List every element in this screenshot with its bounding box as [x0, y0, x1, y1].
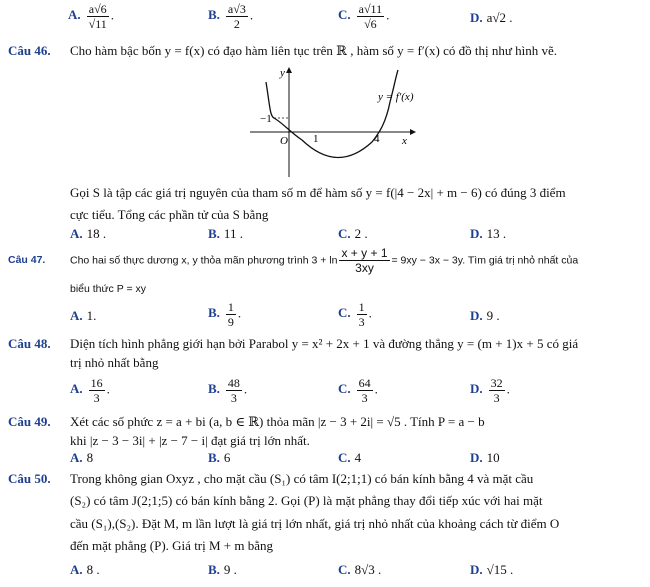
- q49-option-c: C. 4: [338, 450, 362, 465]
- q48-option-a: A. $\frac{16}{3}$ .: [70, 376, 110, 405]
- tick-1-label: 1: [313, 133, 319, 145]
- q49-line2: khi |z − 3 − 3i| + |z − 7 − i| đạt giá trị lớn nhất.: [70, 433, 310, 448]
- q50-option-d: D. √15 .: [470, 562, 514, 577]
- q47-line2: biểu thức P = xy: [70, 283, 147, 295]
- q46-line2: cực tiểu. Tổng các phần tử của S bằng: [70, 207, 269, 222]
- q50-line2: (S₂) có tâm J(2;1;5) có bán kính bằng 2. Gọi (P) là mặt phẳng thay đổi tiếp xúc với hai mặt: [70, 493, 543, 508]
- q47-option-b: B. $\frac{1}{9}$ .: [208, 300, 242, 329]
- q46-option-a: A. 18 .: [70, 226, 107, 241]
- tick-4-label: 4: [374, 133, 380, 145]
- q46-stem: Cho hàm bậc bốn y = f(x) có đạo hàm liên tục trên ℝ , hàm số y = f′(x) có đồ thị như hình vẽ.: [70, 43, 557, 58]
- curve-label: y = f′(x): [378, 91, 414, 103]
- q48-line1: Diện tích hình phẳng giới hạn bởi Parabol y = x² + 2x + 1 và đường thẳng y = (m + 1)x + 5 có giá: [70, 336, 579, 351]
- x-axis-label: x: [402, 135, 407, 147]
- q46-option-b: B. 11 .: [208, 226, 243, 241]
- q49-line1: Xét các số phức z = a + bi (a, b ∈ ℝ) thỏa mãn |z − 3 + 2i| = √5 . Tính P = a − b: [70, 414, 485, 429]
- q46-option-d: D. 13 .: [470, 226, 507, 241]
- q49-option-d: D. 10: [470, 450, 500, 465]
- q45-option-b: B. $\frac{a√3}{2}$ .: [208, 2, 254, 31]
- q47-option-a: A. 1.: [70, 308, 97, 323]
- q47-stem: Cho hai số thực dương x, y thỏa mãn phương trình 3 + ln $\frac{x + y + 1}{3xy}$ = 9xy − 3x − 3y. Tìm giá trị nhỏ nhất của: [70, 246, 579, 275]
- q50-label: Câu 50.: [8, 471, 51, 486]
- q46-option-c: C. 2 .: [338, 226, 368, 241]
- q50-line3: cầu (S₁),(S₂). Đặt M, m lần lượt là giá trị lớn nhất, giá trị nhỏ nhất của khoảng cách từ điểm O: [70, 516, 560, 531]
- q46-label: Câu 46.: [8, 43, 51, 58]
- q50-line4: đến mặt phẳng (P). Giá trị M + m bằng: [70, 538, 274, 553]
- q45-option-c: C. $\frac{a√11}{√6}$ .: [338, 2, 390, 31]
- q48-option-b: B. $\frac{48}{3}$ .: [208, 376, 248, 405]
- q47-label: Câu 47.: [8, 254, 46, 266]
- q46-line1: Gọi S là tập các giá trị nguyên của tham số m để hàm số y = f(|4 − 2x| + m − 6) có đúng 3 điểm: [70, 185, 566, 200]
- q46-derivative-graph: [230, 62, 430, 182]
- q49-option-a: A. 8: [70, 450, 94, 465]
- tick-neg1-label: −1: [260, 113, 272, 125]
- q47-option-d: D. 9 .: [470, 308, 500, 323]
- q50-option-a: A. 8 .: [70, 562, 100, 577]
- q48-option-d: D. $\frac{32}{3}$ .: [470, 376, 510, 405]
- q45-option-d: D. a√2 .: [470, 10, 513, 25]
- q50-line1: Trong không gian Oxyz , cho mặt cầu (S₁) có tâm I(2;1;1) có bán kính bằng 4 và mặt cầu: [70, 471, 534, 486]
- q48-option-c: C. $\frac{64}{3}$ .: [338, 376, 378, 405]
- q48-line2: trị nhỏ nhất bằng: [70, 355, 159, 370]
- q48-label: Câu 48.: [8, 336, 51, 351]
- q49-label: Câu 49.: [8, 414, 51, 429]
- y-axis-label: y: [280, 67, 285, 79]
- q49-option-b: B. 6: [208, 450, 231, 465]
- q50-option-c: C. 8√3 .: [338, 562, 382, 577]
- q45-option-a: A. $\frac{a√6}{√11}$ .: [68, 2, 115, 31]
- origin-label: O: [280, 135, 288, 147]
- q47-option-c: C. $\frac{1}{3}$ .: [338, 300, 372, 329]
- q50-option-b: B. 9 .: [208, 562, 237, 577]
